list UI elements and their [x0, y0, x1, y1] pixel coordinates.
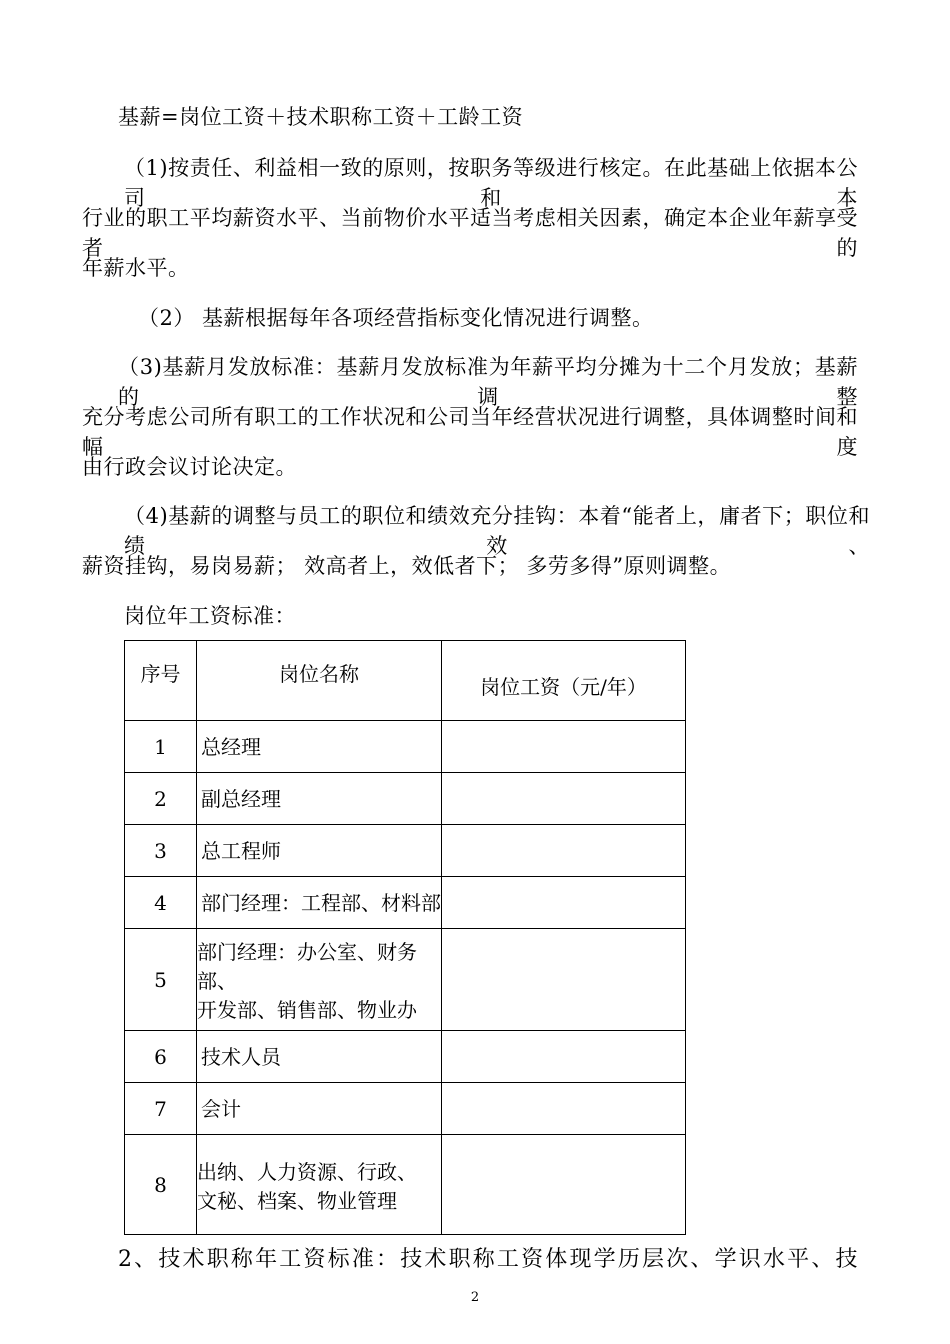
row-number: 2	[125, 773, 197, 825]
table-row	[125, 1135, 686, 1235]
table-row	[125, 1083, 686, 1135]
row-position-name-line-2: 文秘、档案、物业管理	[197, 1188, 397, 1213]
row-position-name-line-1: 部门经理：办公室、财务部、	[197, 940, 417, 993]
table-row	[125, 773, 686, 825]
row-number: 7	[125, 1083, 197, 1135]
row-wage-cell	[442, 877, 686, 929]
row-wage-cell	[442, 1083, 686, 1135]
row-number: 3	[125, 825, 197, 877]
table-row	[125, 877, 686, 929]
row-position-name: 会计	[197, 1083, 442, 1135]
table-header-row	[125, 641, 686, 721]
paragraph-3-line-2: 充分考虑公司所有职工的工作状况和公司当年经营状况进行调整，具体调整时间和幅度	[82, 405, 858, 459]
row-wage-cell	[442, 1031, 686, 1083]
row-wage-cell	[442, 1135, 686, 1235]
paragraph-4-line-2: 薪资挂钩，易岗易薪； 效高者上，效低者下； 多劳多得”原则调整。	[82, 554, 732, 578]
row-position-name	[197, 929, 442, 1031]
paragraph-1-line-1: （1)按责任、利益相一致的原则，按职务等级进行核定。在此基础上依据本公司和本	[124, 156, 858, 210]
row-wage-cell	[442, 825, 686, 877]
row-position-name-line-1: 出纳、人力资源、行政、	[197, 1159, 417, 1184]
section-2-heading: 2、技术职称年工资标准：技术职称工资体现学历层次、学识水平、技	[118, 1247, 858, 1272]
paragraph-4-line-1: （4)基薪的调整与员工的职位和绩效充分挂钩：本着“能者上，庸者下；职位和绩效、	[124, 504, 870, 558]
header-position-wage: 岗位工资（元/年）	[442, 641, 686, 721]
table-row	[125, 1031, 686, 1083]
row-number: 1	[125, 721, 197, 773]
row-number: 6	[125, 1031, 197, 1083]
row-number: 8	[125, 1135, 197, 1235]
paragraph-3-line-1: （3)基薪月发放标准：基薪月发放标准为年薪平均分摊为十二个月发放；基薪的调整	[118, 355, 858, 409]
paragraph-2: （2） 基薪根据每年各项经营指标变化情况进行调整。	[138, 306, 654, 330]
table-row	[125, 825, 686, 877]
salary-formula: 基薪=岗位工资＋技术职称工资＋工龄工资	[118, 105, 524, 129]
row-position-name: 副总经理	[197, 773, 442, 825]
position-wage-table	[124, 640, 686, 1235]
row-wage-cell	[442, 721, 686, 773]
row-position-name: 总经理	[197, 721, 442, 773]
table-row	[125, 721, 686, 773]
row-wage-cell	[442, 929, 686, 1031]
header-number: 序号	[125, 641, 197, 721]
row-position-name: 技术人员	[197, 1031, 442, 1083]
paragraph-1-line-3: 年薪水平。	[82, 256, 190, 280]
page-number: 2	[470, 1290, 480, 1305]
row-position-name	[197, 1135, 442, 1235]
header-position-name: 岗位名称	[197, 641, 442, 721]
row-number: 4	[125, 877, 197, 929]
row-position-name: 总工程师	[197, 825, 442, 877]
row-position-name: 部门经理：工程部、材料部	[197, 877, 442, 929]
row-number: 5	[125, 929, 197, 1031]
row-wage-cell	[442, 773, 686, 825]
paragraph-3-line-3: 由行政会议讨论决定。	[82, 455, 297, 479]
table-caption: 岗位年工资标准：	[124, 604, 296, 628]
table-row	[125, 929, 686, 1031]
row-position-name-line-2: 开发部、销售部、物业办	[197, 998, 417, 1022]
paragraph-1-line-2: 行业的职工平均薪资水平、当前物价水平适当考虑相关因素，确定本企业年薪享受者的	[82, 206, 858, 260]
